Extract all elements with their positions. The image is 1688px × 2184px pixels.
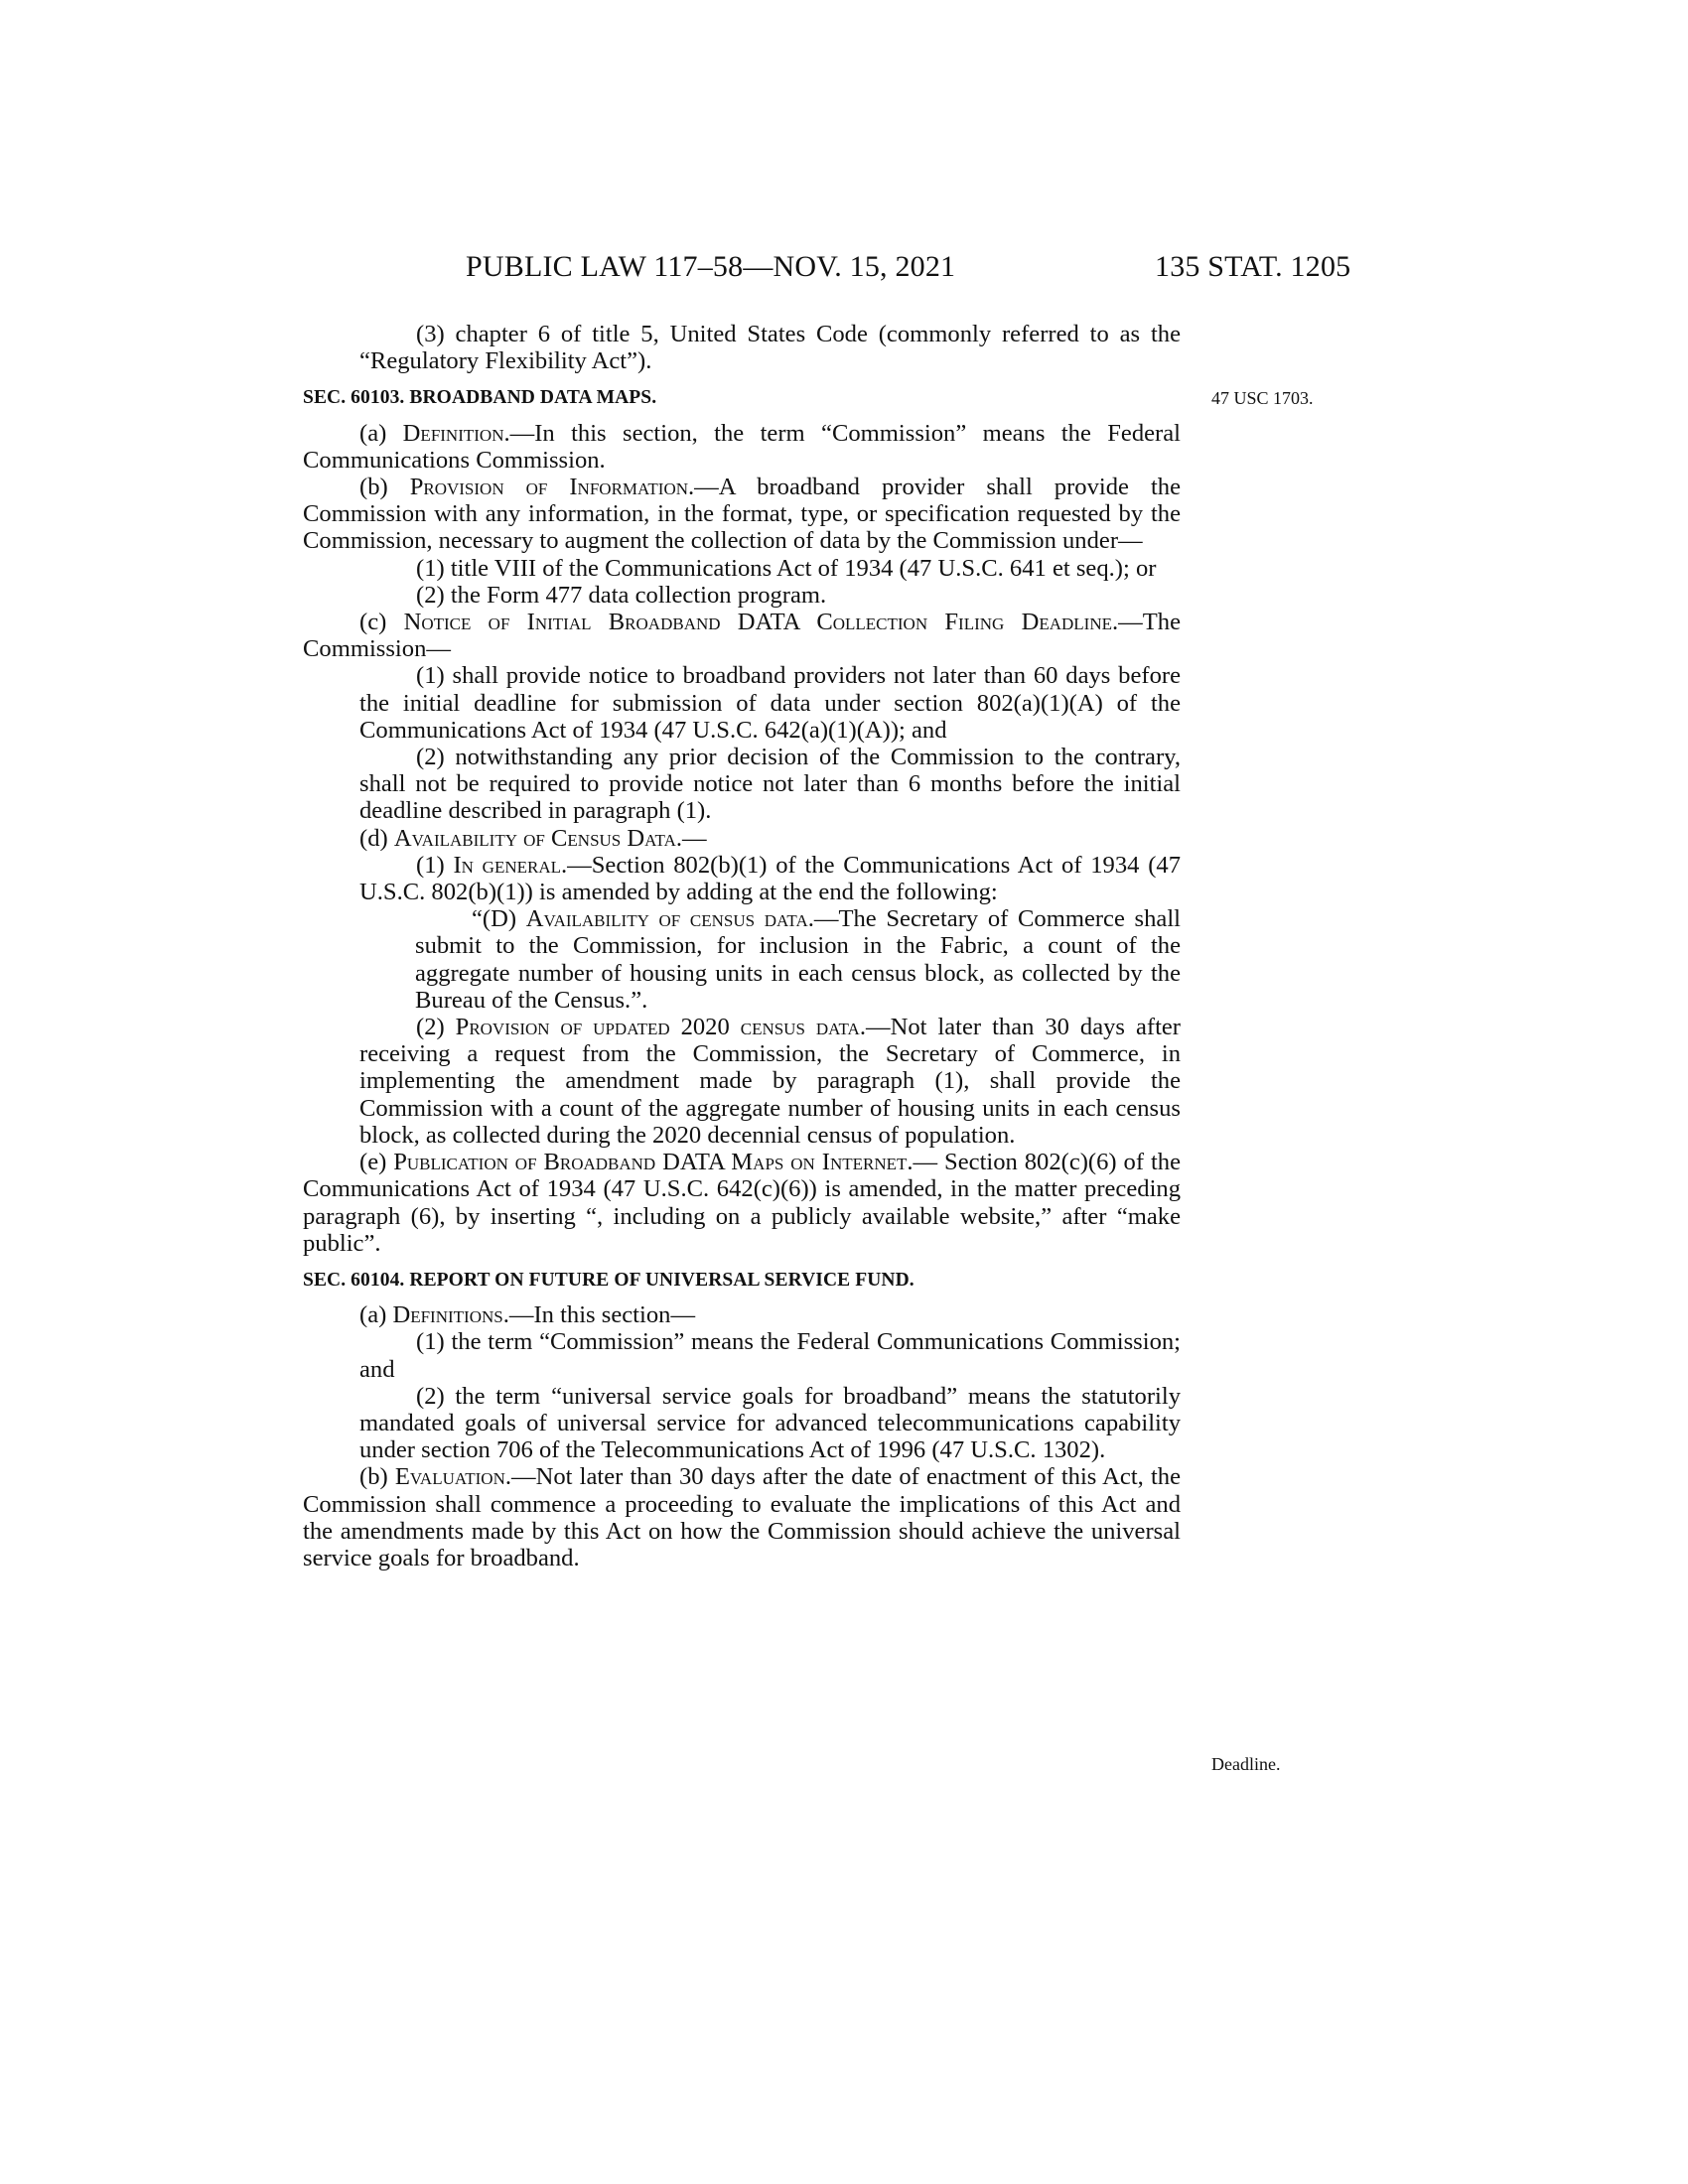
paragraph: (1) title VIII of the Communications Act of 1934 (47 U.S.C. 641 et seq.); or — [416, 554, 1157, 582]
margin-note-usc: 47 USC 1703. — [1211, 388, 1314, 408]
running-header — [0, 250, 1688, 290]
subsection-a: (a) Definition.—In this section, the term “Commission” means the Federal Communications Commission. — [303, 419, 1181, 474]
paragraph: (2) Provision of updated 2020 census data.—Not later than 30 days after receiving a request from the Commission, the Secretary of Commerce, in implementing the amendment made by paragraph (1), shall provide the Commission with a count of the aggregate number of housing units in each census block, as collected during the 2020 decennial census of population. — [359, 1014, 1182, 1149]
law-title: PUBLIC LAW 117–58—NOV. 15, 2021 — [466, 250, 956, 283]
paragraph: (2) the Form 477 data collection program. — [416, 581, 827, 609]
subsection-a: (a) Definitions.—In this section— — [359, 1301, 696, 1329]
paragraph: (2) the term “universal service goals for broadband” means the statutorily mandated goals of universal service for advanced telecommunications capability under section 706 of the Telecommunications Act of 1996 (47 U.S.C. 1302). — [359, 1382, 1181, 1464]
paragraph: (3) chapter 6 of title 5, United States Code (commonly referred to as the “Regulatory Flexibility Act”). — [359, 321, 1181, 375]
paragraph: (1) In general.—Section 802(b)(1) of the Communications Act of 1934 (47 U.S.C. 802(b)(1)) is amended by adding at the end the following: — [359, 851, 1181, 906]
margin-note-deadline: Deadline. — [1211, 1754, 1281, 1774]
subsection-b: (b) Provision of Information.—A broadband provider shall provide the Commission with any information, in the format, type, or specification requested by the Commission, necessary to augment the collection of data by the Commission under— — [303, 474, 1181, 555]
subsection-d: (d) Availability of Census Data.— — [359, 824, 707, 852]
paragraph: (1) shall provide notice to broadband providers not later than 60 days before the initial deadline for submission of data under section 802(a)(1)(A) of the Communications Act of 1934 (47 U.S.C. 642(a)(1)(A)); and — [359, 662, 1181, 744]
subsection-b: (b) Evaluation.—Not later than 30 days after the date of enactment of this Act, the Commission shall commence a proceeding to evaluate the implications of this Act and the amendments made by this Act on how the Commission should achieve the universal service goals for broadband. — [303, 1463, 1181, 1571]
section-heading: SEC. 60104. REPORT ON FUTURE OF UNIVERSAL SERVICE FUND. — [303, 1269, 914, 1291]
paragraph: (2) notwithstanding any prior decision of the Commission to the contrary, shall not be required to provide notice not later than 6 months before the initial deadline described in paragraph (1). — [359, 744, 1181, 825]
subsection-c: (c) Notice of Initial Broadband DATA Collection Filing Deadline.—The Commission— — [303, 609, 1181, 663]
subsection-e: (e) Publication of Broadband DATA Maps on Internet.— Section 802(c)(6) of the Communications Act of 1934 (47 U.S.C. 642(c)(6)) is amended, in the matter preceding paragraph (6), by inserting “, including on a publicly available website,” after “make public”. — [303, 1149, 1181, 1257]
document-body — [303, 321, 1181, 1571]
paragraph: (1) the term “Commission” means the Federal Communications Commission; and — [359, 1328, 1181, 1383]
statute-page: 135 STAT. 1205 — [1155, 250, 1351, 283]
quoted-amendment: “(D) Availability of census data.—The Secretary of Commerce shall submit to the Commission, for inclusion in the Fabric, a count of the aggregate number of housing units in each census block, as collected by the Bureau of the Census.”. — [415, 905, 1181, 1014]
section-heading: SEC. 60103. BROADBAND DATA MAPS. — [303, 387, 657, 409]
